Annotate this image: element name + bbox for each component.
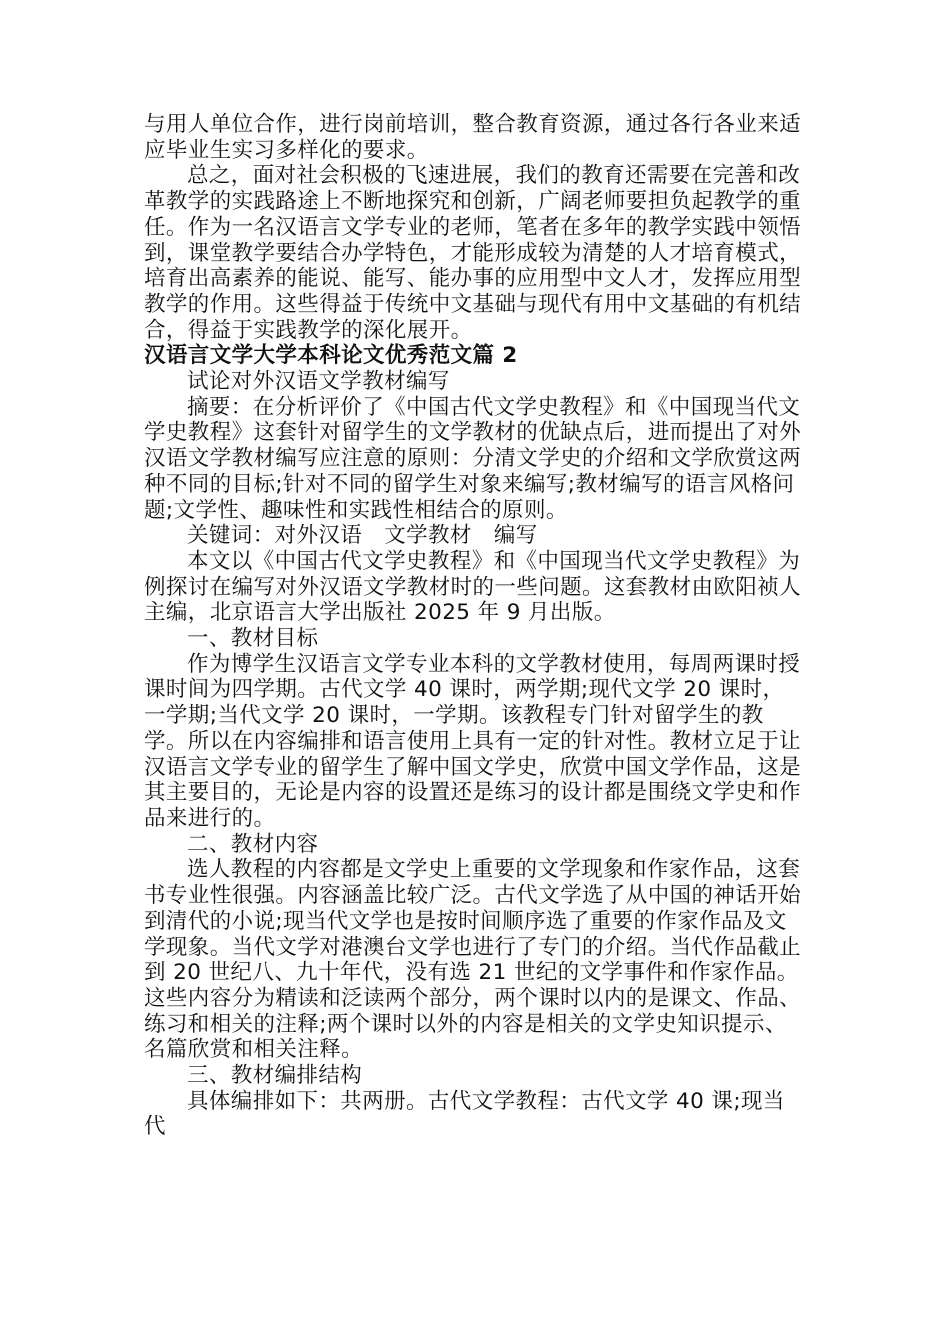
- paragraph-content: 选人教程的内容都是文学史上重要的文学现象和作家作品，这套书专业性很强。内容涵盖比较广泛。古代文学选了从中国的神话开始到清代的小说;现当代文学也是按时间顺序选了重要的作家作品及文学现象。当代文学对港澳台文学也进行了专门的介绍。当代作品截止到 20 世纪八、九十年代，没有选 21 世纪的文学事件和作家作品。这些内容分为精读和泛读两个部分，两个课时以内的是课文、作品、练习和相关的注释;两个课时以外的内容是相关的文学史知识提示、名篇欣赏和相关注释。: [144, 857, 802, 1063]
- subheading-content: 二、教材内容: [187, 831, 319, 857]
- paragraph-goals: 作为博学生汉语言文学专业本科的文学教材使用，每周两课时授课时间为四学期。古代文学 40 课时，两学期;现代文学 20 课时，一学期;当代文学 20 课时，一学期。该教程专门针对留学生的教学。所以在内容编排和语言使用上具有一定的针对性。教材立足于让汉语言文学专业的留学生了解中国文学史，欣赏中国文学作品，这是其主要目的，无论是内容的设置还是练习的设计都是围绕文学史和作品来进行的。: [144, 651, 802, 831]
- paragraph-conclusion: 总之，面对社会积极的飞速进展，我们的教育还需要在完善和改革教学的实践路途上不断地探究和创新，广阔老师要担负起教学的重任。作为一名汉语言文学专业的老师，笔者在多年的教学实践中领悟到，课堂教学要结合办学特色，才能形成较为清楚的人才培育模式，培育出高素养的能说、能写、能办事的应用型中文人才，发挥应用型教学的作用。这些得益于传统中文基础与现代有用中文基础的有机结合，得益于实践教学的深化展开。: [144, 163, 802, 343]
- keyword: 对外汉语: [274, 523, 363, 549]
- intro-paragraph: 本文以《中国古代文学史教程》和《中国现当代文学史教程》为例探讨在编写对外汉语文学教材时的一些问题。这套教材由欧阳祯人主编，北京语言大学出版社 2025 年 9 月出版。: [144, 548, 802, 626]
- subheading-structure: 三、教材编排结构: [187, 1063, 363, 1089]
- section-heading: 汉语言文学大学本科论文优秀范文篇 2: [144, 343, 518, 369]
- paper-title: 试论对外汉语文学教材编写: [187, 369, 450, 395]
- keyword: 文学教材: [384, 523, 472, 549]
- document-page: [144, 112, 806, 1140]
- paragraph-continuation: 与用人单位合作，进行岗前培训，整合教育资源，通过各行各业来适应毕业生实习多样化的要求。: [144, 112, 802, 163]
- paragraph-structure: 具体编排如下：共两册。古代文学教程：古代文学 40 课;现当代: [144, 1088, 785, 1140]
- subheading-goals: 一、教材目标: [187, 626, 319, 652]
- keywords-line: [144, 523, 806, 549]
- abstract-paragraph: 摘要：在分析评价了《中国古代文学史教程》和《中国现当代文学史教程》这套针对留学生的文学教材的优缺点后，进而提出了对外汉语文学教材编写应注意的原则：分清文学史的介绍和文学欣赏这两种不同的目标;针对不同的留学生对象来编写;教材编写的语言风格问题;文学性、趣味性和实践性相结合的原则。: [144, 394, 802, 523]
- keyword: 编写: [493, 523, 538, 549]
- keywords-label: 关键词：: [187, 523, 275, 549]
